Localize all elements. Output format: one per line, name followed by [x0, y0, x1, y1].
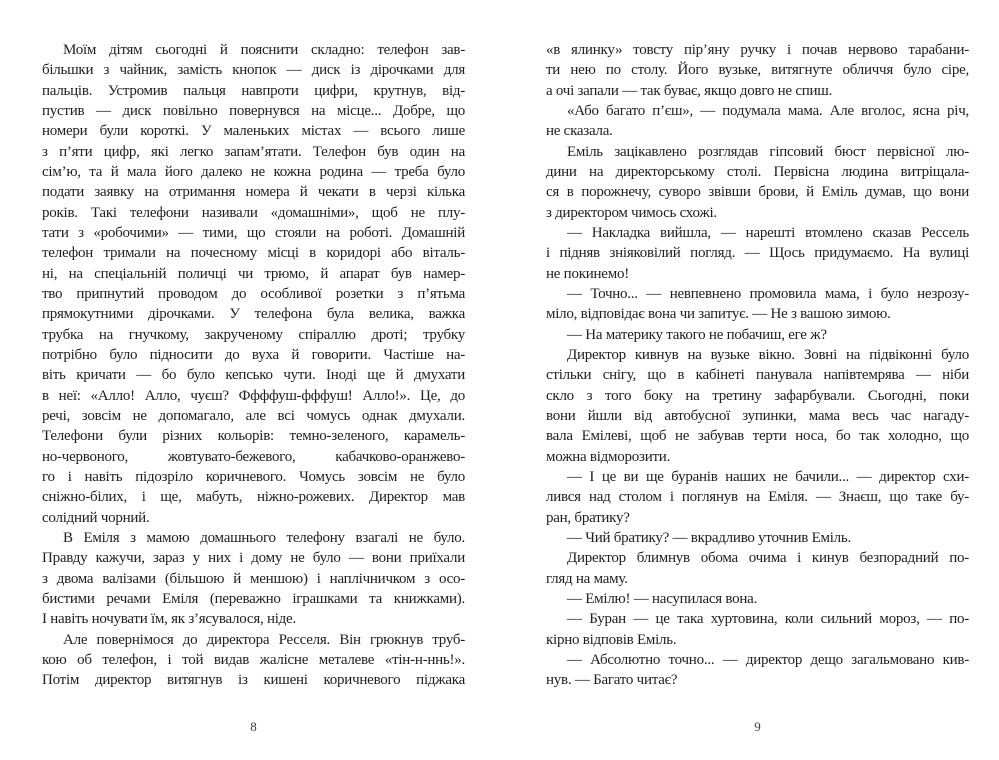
- text-line: Телефони були різних кольорів: темно-зеленого, карамель-: [42, 428, 465, 445]
- text-line: нув. — Багато читає?: [546, 672, 678, 689]
- text-line: солідний чорний.: [42, 509, 150, 526]
- text-line: а очі запали — так буває, якщо довго не спиш.: [546, 82, 833, 99]
- text-line: кірно відповів Еміль.: [546, 631, 677, 648]
- text-line: в неї: «Алло! Алло, чуєш? Ффффуш-фффуш! Алло!». Це, до: [42, 387, 465, 404]
- text-line: — Точно... — невпевнено промовила мама, і було незрозу-: [567, 285, 969, 302]
- text-line: — Буран — це така хуртовина, коли сильний мороз, — по-: [567, 611, 969, 628]
- text-line: трубка на гнучкому, закрученому спіраллю дроті; трубку: [42, 326, 465, 343]
- text-line: — І це ви ще буранів наших не бачили... — директор схи-: [567, 468, 969, 485]
- text-line: ран, братику?: [546, 509, 630, 526]
- text-line: «в ялинку» товсту пір’яну ручку і почав нервово тарабани-: [546, 42, 969, 58]
- text-line: можна відморозити.: [546, 448, 671, 465]
- text-line: сім’ю, та й мала його далеко не кожна родина — треба було: [42, 163, 465, 180]
- text-line: — Накладка вийшла, — нарешті втомлено сказав Рессель: [567, 224, 969, 241]
- text-line: років. Такі телефони називали «домашніми», щоб не плу-: [42, 204, 465, 221]
- text-line: ні, на спеціальній поличці чи трюмо, й апарат був намер-: [42, 265, 465, 282]
- text-line: — Чий братику? — вкрадливо уточнив Еміль.: [567, 529, 851, 546]
- text-line: скло з того боку на третину зафарбували. Сьогодні, поки: [546, 387, 969, 404]
- text-line: пустив — диск повільно повернувся на місце... Добре, що: [42, 102, 465, 119]
- text-line: бистими речами Еміля (переважно іграшками та книжками).: [42, 590, 465, 607]
- page-number-right: 9: [754, 719, 761, 734]
- text-line: Еміль зацікавлено розглядав гіпсовий бюст первісної лю-: [567, 143, 969, 160]
- text-line: більшки з чайник, замість кнопок — диск із дірочками для: [42, 62, 465, 79]
- text-line: В Еміля з мамою домашнього телефону взагалі не було.: [63, 529, 465, 546]
- text-line: но-червоного, жовтувато-бежевого, кабачково-оранжево-: [42, 448, 465, 465]
- text-line: не покинемо!: [546, 265, 629, 282]
- text-line: тво припнутий проводом до особливої розетки з п’ятьма: [42, 285, 465, 302]
- text-line: Правду кажучи, зараз у них і дому не було — вони приїхали: [42, 550, 465, 567]
- text-line: Потім директор витягнув із кишені коричневого піджака: [42, 672, 465, 689]
- page-9-text-block: [546, 40, 969, 691]
- text-line: з директором чимось схожі.: [546, 204, 717, 221]
- text-line: вони йшли від автобусної зупинки, мама весь час нагаду-: [546, 407, 969, 424]
- text-line: віть кричати — бо було кепсько чути. Іноді ще й дмухати: [42, 367, 465, 384]
- text-line: прямокутними дірочками. У телефона була велика, важка: [42, 306, 465, 323]
- text-line: телефон тримали на почесному місці в коридорі або віталь-: [42, 245, 465, 262]
- text-line: ти нею по столу. Його вузьке, витягнуте обличчя було сіре,: [546, 62, 969, 79]
- text-line: кою об телефон, і той видав жалісне металеве «тін-н-ннь!».: [42, 651, 465, 668]
- text-line: дини на директорському столі. Первісна людина витріщала-: [546, 163, 969, 180]
- text-line: номери були короткі. У маленьких містах — всього лише: [42, 123, 465, 140]
- text-line: тати з «робочими» — тими, що стояли на роботі. Домашній: [42, 224, 465, 241]
- text-line: подати заявку на отримання номера й чекати в черзі кілька: [42, 184, 465, 201]
- text-line: не сказала.: [546, 123, 613, 140]
- text-line: лився над столом і поглянув на Еміля. — Знаєш, що таке бу-: [546, 489, 969, 506]
- text-line: — Абсолютно точно... — директор дещо загальмовано кив-: [567, 651, 969, 668]
- text-line: ся в порожнечу, суворо звівши брови, й Еміль думав, що вони: [546, 184, 969, 201]
- text-line: потрібно було підносити до вуха й говорити. Частіше на-: [42, 346, 465, 363]
- text-line: з п’яти цифр, які легко запам’ятати. Телефон був один на: [42, 143, 465, 160]
- text-line: — На материку такого не побачиш, еге ж?: [567, 326, 827, 343]
- text-line: вала Емілеві, щоб не забував терти носа, бо так холодно, що: [546, 428, 969, 445]
- text-line: і підняв зніяковілий погляд. — Щось придумаємо. На вулиці: [546, 245, 969, 262]
- page-8-text-block: [42, 40, 465, 691]
- text-line: стільки снігу, що в кабінеті панувала напівтемрява — ніби: [546, 367, 969, 384]
- text-line: Директор блимнув обома очима і кинув безпорадний по-: [567, 550, 969, 567]
- text-line: пальців. Устромив пальця навпроти цифри, крутнув, від-: [42, 82, 465, 99]
- text-line: гляд на маму.: [546, 570, 628, 587]
- text-line: «Або багато п’єш», — подумала мама. Але вголос, ясна річ,: [567, 102, 969, 119]
- page-number-left: 8: [250, 719, 257, 734]
- text-line: Директор кивнув на вузьке вікно. Зовні на підвіконні було: [567, 346, 969, 363]
- text-line: сніжно-білих, і ще, мабуть, ніжно-рожевих. Директор мав: [42, 489, 465, 506]
- text-line: з двома валізами (більшою й меншою) і наплічничком з осо-: [42, 570, 465, 587]
- text-line: речі, зовсім не допомагало, але всі чомусь однак дмухали.: [42, 407, 465, 424]
- text-line: міло, відповідає вона чи запитує. — Не з вашою зимою.: [546, 306, 891, 323]
- text-line: І навіть ночувати їм, як з’ясувалося, ніде.: [42, 611, 296, 628]
- text-line: го і навіть підозріло коричневого. Чомусь зовсім не було: [42, 468, 465, 485]
- text-line: Моїм дітям сьогодні й пояснити складно: телефон зав-: [63, 42, 465, 58]
- text-line: Але повернімося до директора Ресселя. Він грюкнув труб-: [63, 631, 465, 648]
- text-line: — Емілю! — насупилася вона.: [567, 590, 758, 607]
